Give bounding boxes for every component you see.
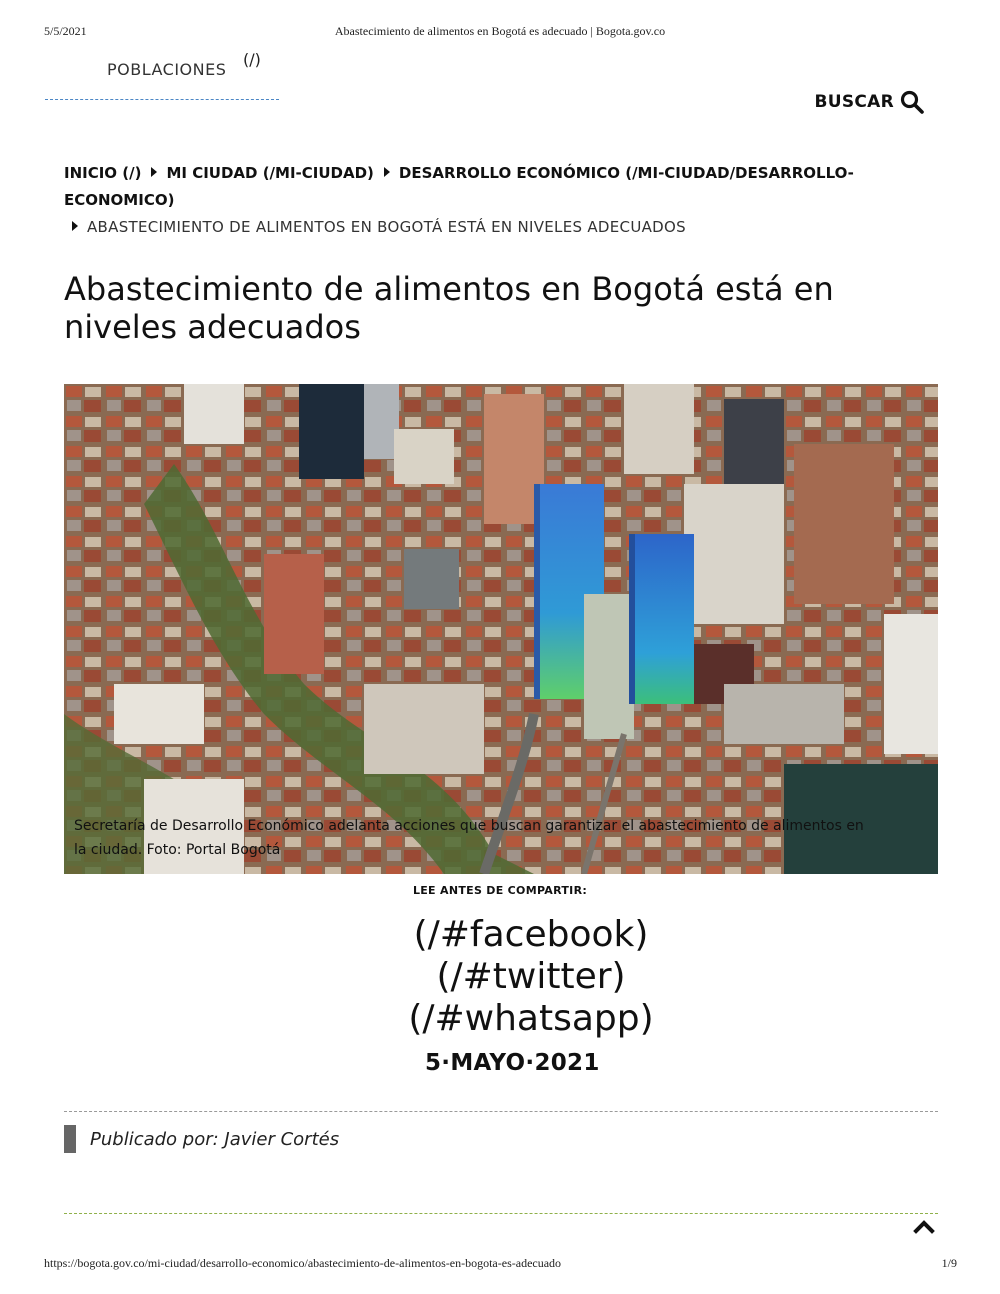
scroll-to-top-chevron-up-icon[interactable]: [910, 1216, 938, 1236]
publish-date: 5·MAYO·2021: [425, 1050, 600, 1076]
print-url: https://bogota.gov.co/mi-ciudad/desarrollo-economico/abastecimiento-de-alimentos-en-bogota-es-adecuado: [44, 1256, 562, 1270]
share-facebook-link[interactable]: (/#facebook): [413, 914, 649, 955]
nav-home-link[interactable]: (/): [243, 50, 261, 69]
breadcrumb-line-2: [64, 214, 944, 241]
share-label: LEE ANTES DE COMPARTIR:: [412, 884, 588, 897]
share-twitter-link[interactable]: (/#twitter): [436, 956, 626, 997]
breadcrumb: [64, 160, 944, 241]
breadcrumb-mi-ciudad[interactable]: MI CIUDAD (/MI-CIUDAD): [166, 164, 374, 182]
print-header: [0, 24, 1000, 42]
image-caption: Secretaría de Desarrollo Económico adelanta acciones que buscan garantizar el abastecimiento de alimentos en la ciudad. Foto: Portal Bogotá: [74, 818, 864, 858]
breadcrumb-arrow-icon: [72, 221, 78, 231]
city-aerial-photo: [64, 384, 938, 874]
author-accent-bar: [64, 1125, 76, 1153]
print-page-number: 1/9: [941, 1256, 957, 1270]
breadcrumb-desarrollo-economico[interactable]: DESARROLLO ECONÓMICO (/MI-CIUDAD/DESARROLLO-ECONOMICO): [64, 164, 854, 209]
print-footer: [0, 1256, 1000, 1272]
search-icon: [900, 90, 924, 114]
author-divider: [64, 1111, 938, 1112]
article-title: Abastecimiento de alimentos en Bogotá está en niveles adecuados: [64, 270, 834, 346]
breadcrumb-inicio[interactable]: INICIO (/): [64, 164, 142, 182]
breadcrumb-current: ABASTECIMIENTO DE ALIMENTOS EN BOGOTÁ ESTÁ EN NIVELES ADECUADOS: [87, 218, 686, 236]
author-name: Publicado por: Javier Cortés: [90, 1128, 340, 1150]
footer-divider: [64, 1213, 938, 1214]
print-title: Abastecimiento de alimentos en Bogotá es adecuado | Bogota.gov.co: [334, 24, 666, 38]
hero-image: [64, 384, 938, 874]
author-block: [64, 1125, 339, 1153]
breadcrumb-arrow-icon: [151, 167, 157, 177]
share-links: [0, 914, 1000, 1040]
print-date: 5/5/2021: [44, 24, 87, 38]
breadcrumb-arrow-icon: [384, 167, 390, 177]
search-button[interactable]: [814, 90, 924, 114]
share-whatsapp-link[interactable]: (/#whatsapp): [408, 998, 654, 1039]
search-label: BUSCAR: [814, 92, 894, 112]
nav-poblaciones-link[interactable]: POBLACIONES: [107, 60, 227, 79]
breadcrumb-line-1: [64, 160, 944, 214]
nav-divider: [45, 99, 279, 100]
